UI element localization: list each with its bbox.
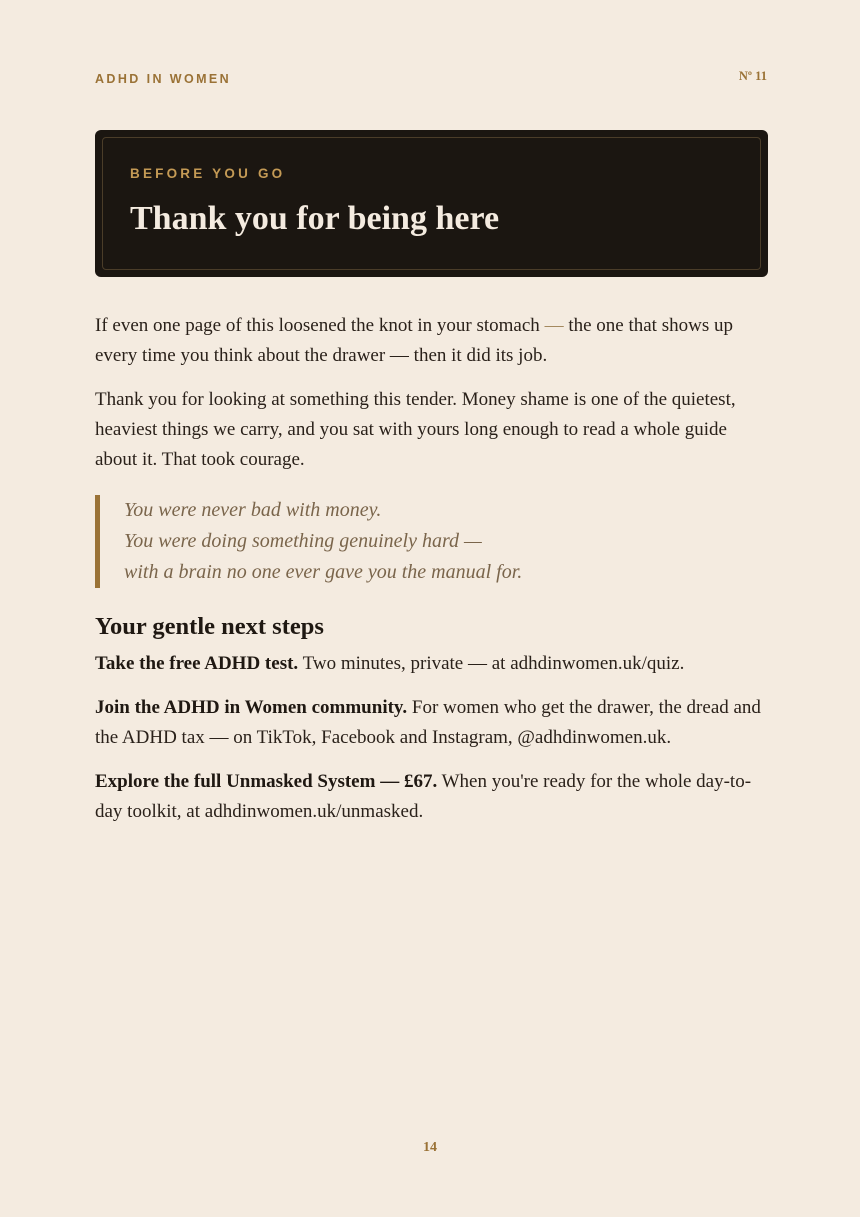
- issue-number: Nº 11: [738, 69, 767, 83]
- hero-banner: [95, 130, 768, 277]
- step-text: Two minutes, private — at adhdinwomen.uk/quiz.: [298, 653, 685, 674]
- step-text: When you're ready for the whole day-to-day toolkit, at adhdinwomen.uk/unmasked.: [95, 771, 752, 822]
- step-free-test: [95, 649, 770, 679]
- step-title: Explore the full Unmasked System — £67.: [95, 771, 438, 792]
- intro-paragraph: [95, 311, 770, 371]
- step-community: [95, 693, 770, 753]
- pull-quote: [95, 495, 770, 588]
- quote-line: with a brain no one ever gave you the manual for.: [124, 561, 523, 583]
- step-text: For women who get the drawer, the dread and the ADHD tax — on TikTok, Facebook and Instagram, @adhdinwomen.uk.: [95, 697, 761, 748]
- intro-text-end: the one that shows up every time you think about the drawer — then it did its job.: [95, 315, 733, 366]
- brand-label: ADHD IN WOMEN: [95, 72, 232, 86]
- next-steps-heading: Your gentle next steps: [95, 613, 324, 640]
- step-unmasked-system: [95, 767, 770, 827]
- quote-line: You were never bad with money.: [124, 499, 382, 521]
- step-title: Take the free ADHD test.: [95, 653, 299, 674]
- quote-line: You were doing something genuinely hard —: [124, 530, 482, 552]
- intro-dash: —: [544, 315, 564, 336]
- page-number: 14: [423, 1140, 437, 1155]
- step-title: Join the ADHD in Women community.: [95, 697, 408, 718]
- intro-text-start: If even one page of this loosened the knot in your stomach: [95, 315, 545, 336]
- hero-eyebrow: BEFORE YOU GO: [130, 166, 286, 181]
- courage-paragraph: Thank you for looking at something this tender. Money shame is one of the quietest, heaviest things we carry, and you sat with yours long enough to read a whole guide about it. That took courage.: [95, 389, 736, 470]
- main-content: [95, 311, 770, 841]
- hero-title: Thank you for being here: [130, 200, 500, 237]
